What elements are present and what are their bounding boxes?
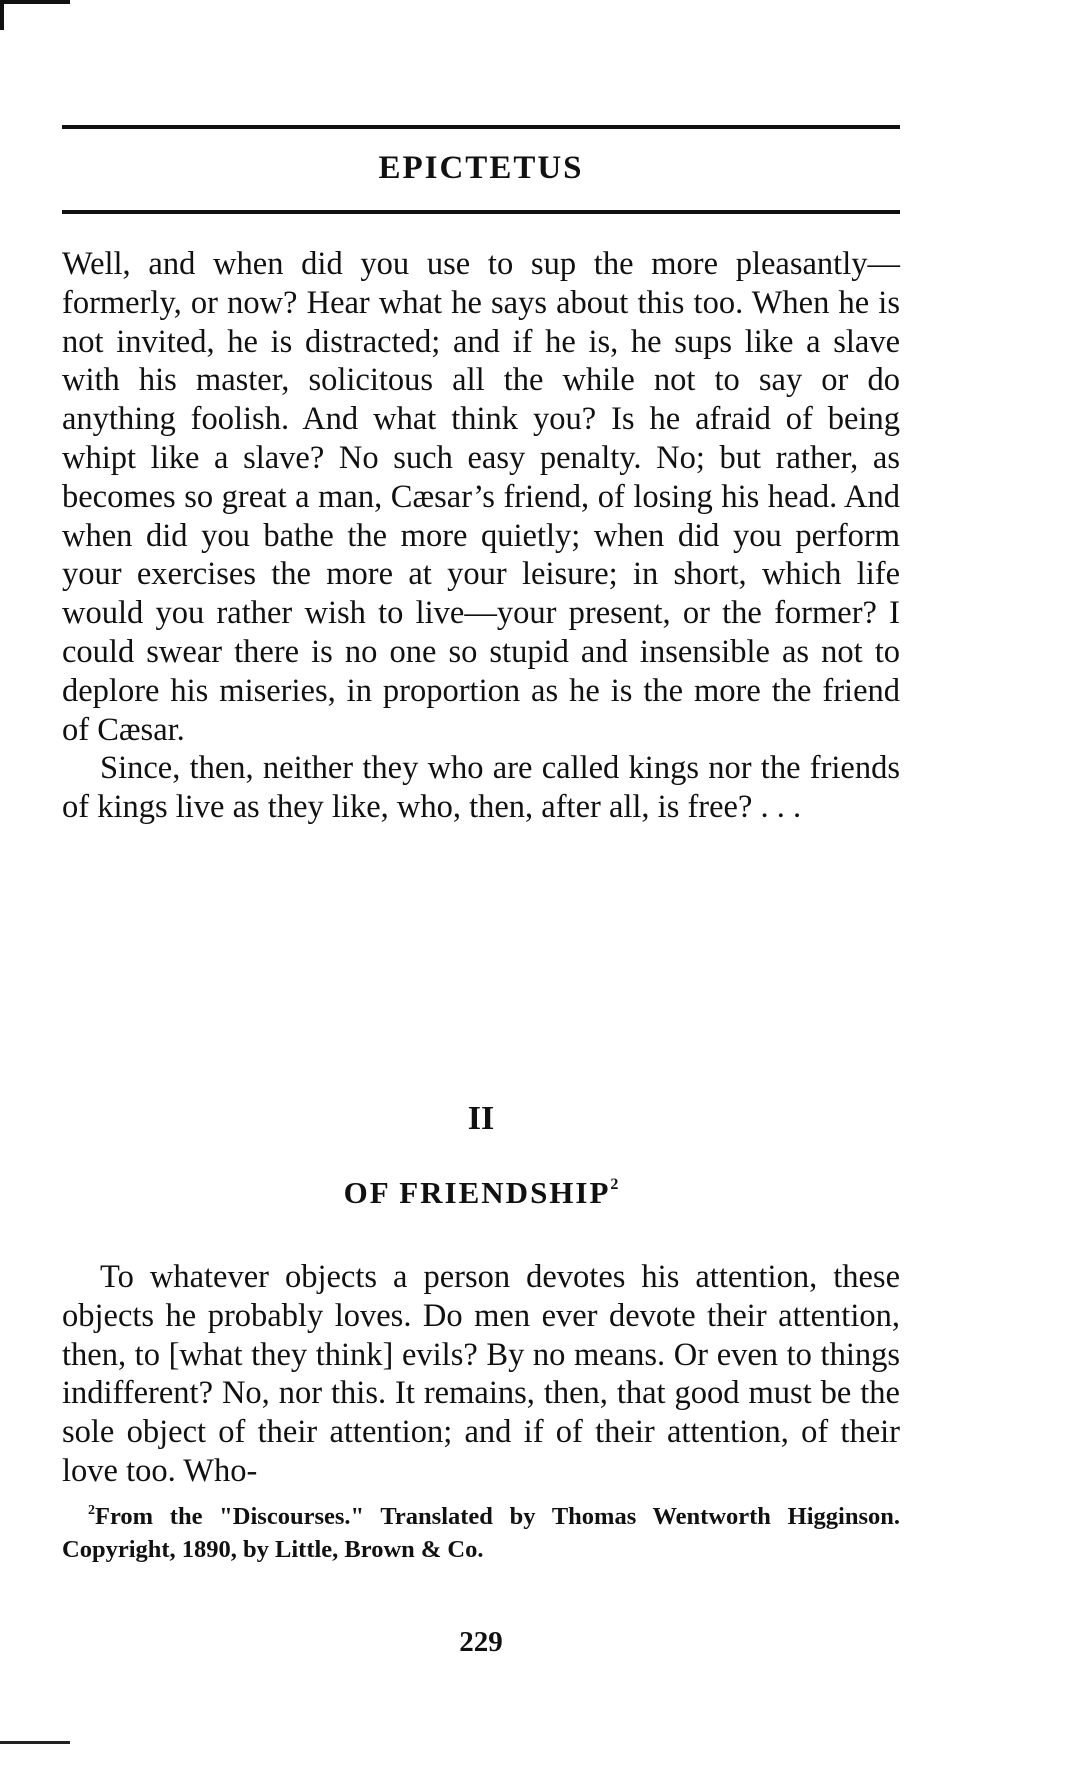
paragraph-3: To whatever objects a person devotes his attention, these objects he probably loves. Do men ever devote their attention, then, to [what they think] evils? By no means. Or even to things indifferent? No, nor this. It remains, then, that good must be the sole object of their attention; and if of their attention, of their love too. Who- — [62, 1259, 900, 1489]
text-block-top — [62, 245, 900, 827]
scan-bottom-mark — [0, 1741, 70, 1744]
footnote-mark: 2 — [88, 1503, 95, 1518]
scan-corner-mark — [0, 0, 70, 30]
header-rule-bottom — [62, 210, 900, 214]
paragraph-2: Since, then, neither they who are called kings nor the friends of kings live as they like, who, then, after all, is free? . . . — [62, 750, 900, 826]
footnote — [62, 1494, 900, 1566]
page-number: 229 — [459, 1626, 503, 1658]
section-number: II — [467, 1100, 495, 1137]
footnote-text: From the "Discourses." Translated by Thomas Wentworth Higginson. Copyright, 1890, by Little, Brown & Co. — [62, 1503, 900, 1563]
section-title-text: OF FRIENDSHIP — [343, 1175, 611, 1210]
footnote-ref: 2 — [610, 1176, 619, 1193]
text-block-bottom — [62, 1258, 900, 1491]
header-rule-top — [62, 125, 900, 129]
paragraph-1: Well, and when did you use to sup the more pleasantly—formerly, or now? Hear what he says about this too. When he is not invited, he is distracted; and if he is, he sups like a slave with his master, solicitous all the while not to say or do anything foolish. And what think you? Is he afraid of being whipt like a slave? No such easy penalty. No; but rather, as becomes so great a man, Cæsar’s friend, of losing his head. And when did you bathe the more quietly; when did you perform your exercises the more at your leisure; in short, which life would you rather wish to live—your present, or the former? I could swear there is no one so stupid and insensible as not to deplore his miseries, in proportion as he is the more the friend of Cæsar. — [62, 246, 900, 748]
section-title — [62, 1175, 900, 1211]
running-head: EPICTETUS — [378, 150, 584, 186]
